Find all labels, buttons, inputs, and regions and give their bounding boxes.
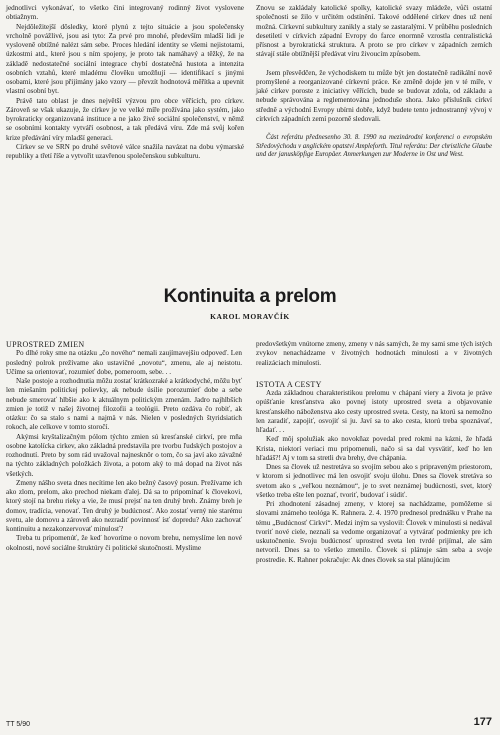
paragraph: Církev se ve SRN po druhé světové válce snažila navázat na dobu výmarské republiky a třetí říše a vytvořit uzavřenou společenskou subkulturu.: [6, 142, 244, 160]
paragraph: Naše postoje a rozhodnutia môžu zostať krátkozraké a krátkodyché, môžu byť len miešaním politickej polievky, ak nebude úsilie porozumieť dobe a sebe nebude smerovať hlbšie ako k aktuálnym politickým zmenám. Jadro najhlbších zmien je totiž v našej životnej filozofii a teológii. Preto ozdáva čo robiť, ak otázku: čo sa stalo s nami a najmä v nás. Nielen v posledných štyridsiatich rokoch, ale celkove v tomto storočí.: [6, 377, 242, 432]
paragraph: Jsem přesvědčen, že východiskem tu může být jen dostatečně radikální nově promyšlené a reorganizované církevní práce. Ke změně dojde jen v té míře, v jaké církev poroste z iniciativy věřících, bude se budovat zdola, od základu a nebude správována a reglementována jednoduše shora. Jako příslušník církví středně a východní Evropy ubírni dobře, když budete tento jednostranný vývoj v církvích západních zemí pozorně sledovali.: [256, 68, 492, 123]
issue-label: TT 5/90: [6, 721, 30, 728]
section-heading: UPROSTRED ZMIEN: [6, 340, 85, 349]
paragraph: Azda základnou charakteristikou prelomu v chápaní viery a života je práve opúšťanie kresťanstva ako povnej istoty uprostred sveta a objavovanie kresťanského náboženstva ako cesty uprostred sveta. Cesty, na ktorú sa nemožno len zaradiť, zapojiť, osvojiť si ju. Javí sa to ako cesta, ktorú treba spoznávať, hľadať. . .: [256, 389, 492, 434]
editorial-note: Část referátu přednesenho 30. 8. 1990 na mezinárodní konferenci o evropském Středovýchodu v anglickém opatství Ampleforth. Titul referátu: Der christliche Glaube und der janusköpfige Europäer. Anmerkungen zur Moderne in Ost und West.: [256, 134, 492, 159]
section-heading: ISTOTA A CESTY: [256, 379, 322, 389]
paragraph: predovšetkým vnútorne zmeny, zmeny v nás samých, že my sami sme tých istých zvykov nenachádzame v životných hodnotách minulosti a v životných realizáciach minulosti.: [256, 340, 492, 367]
paragraph: Nejdôležitejší dôsledky, ktoré plynú z tejto situácie a jsou společensky vrcholně povážlivé, jsou asi tyto: Za prvé pro mnohé, především mladší lidi je vysloveně obtížné nalézt sám sebe. Proces hledání identity se všemi nejistotami, úzkostmi atd., které jsou s ním spojeny, je proto tak namáhavý a těžký, že na základě nedostatečné sociální integrace chybí dostatečná hustota a intenzita osobních vztahů, které mladému člověku umožňují — identifikací s jinými osobami, které jsou přijímány jako vzory — převzít hodnotová měřítka a upevnit vlastní osobní byt.: [6, 22, 244, 96]
paragraph: Akýmsi kryštalizačným pólom týchto zmien sú kresťanské cirkví, pre mňa osobne katolícka cirkev, ako základná predstavila pre tvorbu ľudských postojov a rozhodnutí. Preto by som rád uvažoval najnesknôr o tom, čo sa javí ako závažné na týchto základných položkách života, a potom aký to má dopad na život nás všetkých.: [6, 432, 242, 478]
paragraph: Právě tato oblast je dnes největší výzvou pro obce věřících, pro církev. Zároveň se však ukazuje, že církev je ve velké míře prožívána jako systém, jako byrokraticky organizovaná instituce a ne jako živé sociální společenství, v němž se osobními kontakty vytváří osobnost, a tak předává víru. Zde má svůj kořen krize předávání víry mladší generaci.: [6, 96, 244, 142]
page-number: 177: [473, 716, 492, 728]
bottom-left-column: [6, 340, 242, 553]
top-left-column: [6, 4, 244, 161]
paragraph: jednotlivci vykonávať, to všetko čini integrovaný rodinný život vyslovene obtiažnym.: [6, 4, 244, 22]
paragraph: Pri zhodnotení zásadnej zmeny, v ktorej sa nachádzame, pomôžeme si slovami známeho teológa K. Rahnera. 2. 4. 1970 prednesol prednášku v Prahe na tému „Budúcnosť Cirkví“. Medzi iným sa vyslovil: Človek v minulosti si nedával tvoriť nové ciele, neznalí sa vedome organizovať a vytvárať podmienky pre ich uskutočnenie. Svoju budúcnosť uprostred sveta len tvrdé prijímal, ale sám netvoril. Dnes sa to všetko zmenilo. Človek si plánuje sám seba a svoje prostredie. K. Rahner pokračuje: Ak dnes človek sa stal plánujúcim: [256, 500, 492, 564]
paragraph: Dnes sa človek už nestretáva so svojím sebou ako s pripraveným priestorom, v ktorom si jednotlivec má len osvojiť svoju úlohu. Dnes sa človek stretáva so svetom ako s „veľkou neznámou“, je to svet neznámej budúcnosti, svet, ktorý všetko treba ešte len poznať, tvoriť, budovať i súdiť.: [256, 463, 492, 499]
bottom-right-column: [256, 340, 492, 565]
article-title: Kontinuita a prelom: [163, 286, 337, 307]
paragraph: Keď môj spolužiak ako novokňaz povedal pred rokmi na kázni, že hľadá Krista, niektorí veriaci mu pripomenuli, načo si sa dal vysvätiť, keď ho len hľadáš?! Aj v tom sa stretli dva brehy, dve chápania.: [256, 435, 492, 462]
top-right-column: [256, 4, 492, 160]
paragraph: Znovu se zakládaly katolické spolky, katolické svazy mládeže, vůči ostatní společnosti se žilo v určitém odstínění. Takové oddělené církev dnes už není možná. Církevní subkultury zanikly a staly se zastaralými. V průběhu posledních desetiletí v církvích západní Evropy do farce enormně vzrostla centralistická přísnost a byrokratická struktura. A proto se pro církev v západních zemích stávají stále obtížnější předávat víru živoucím způsobem.: [256, 4, 492, 59]
paragraph: Po dlhé roky sme na otázku „čo nového“ nemali zaujímavejšiu odpoveď. Len posledný polrok prežívame ako ustavičné „novotu“, zmenu, ale aj neistotu. Učíme sa orientovať, rozumieť dobe, pomeroom, sebe. . .: [6, 349, 242, 376]
paragraph: Zmeny nášho sveta dnes necítime len ako bežný časový posun. Prežívame ich ako zlom, prelom, ako prechod niekam ďalej. Dá sa to pripomínať k človekovi, ktorý stojí na brehu rieky a vie, že musí prejsť na ten druhý breh. Známy breh je domov, tradícia, venovať. Ten druhý je budúcnosť. Ako zostať verný nie starému svetu, ale domovu a zároveň ako nezradiť povinnosť ísť dopredu? Ako zachovať kontinuitu a nezakonzervovať minulosť?: [6, 478, 242, 533]
article-author: KAROL MORAVČÍK: [210, 312, 290, 321]
paragraph: Treba tu pripomenúť, že keď hovoríme o novom brehu, nemyslíme len nové okolnosti, nové sociálne štruktúry či politické skutočnosti. Myslíme: [6, 534, 242, 552]
